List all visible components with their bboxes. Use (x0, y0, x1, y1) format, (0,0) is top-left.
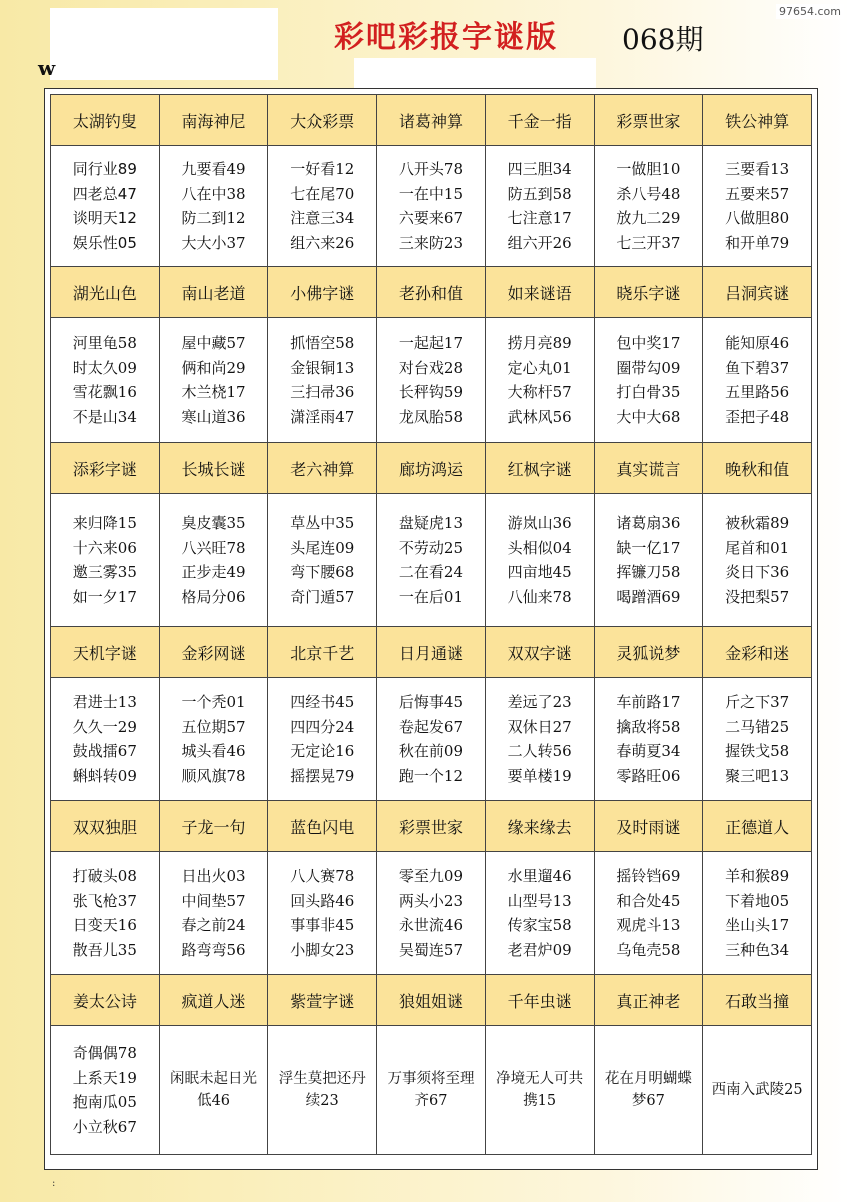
riddle-line: 对台戏28 (398, 358, 463, 377)
riddle-cell (51, 318, 160, 443)
riddle-line: 草丛中35 (290, 514, 355, 532)
riddle-line: 羊和猴89 (725, 867, 790, 885)
column-header: 如来谜语 (485, 267, 594, 318)
riddle-line: 注意三34 (290, 209, 355, 227)
riddle-line: 喝蹭酒69 (616, 587, 681, 606)
riddle-line: 定心丸01 (507, 358, 572, 377)
riddle-cell (51, 1026, 160, 1155)
riddle-cell (159, 494, 268, 627)
column-header: 及时雨谜 (594, 801, 703, 852)
riddle-line: 路弯弯56 (181, 940, 246, 959)
riddle-cell (51, 146, 160, 267)
riddle-cell (594, 1026, 703, 1155)
issue-number: 068期 (622, 23, 704, 56)
riddle-line: 要单楼19 (507, 766, 572, 785)
riddle-line: 净境无人可共携15 (496, 1071, 584, 1109)
table-row (51, 494, 812, 627)
table-row (51, 146, 812, 267)
riddle-line: 两头小23 (398, 891, 463, 910)
column-header: 千金一指 (485, 95, 594, 146)
riddle-line: 七三开37 (616, 233, 681, 252)
riddle-line: 零路旺06 (616, 766, 681, 785)
riddle-line: 二人转56 (507, 742, 572, 760)
riddle-line: 包中奖17 (616, 334, 681, 352)
riddle-line: 车前路17 (616, 693, 681, 711)
riddle-line: 来归降15 (72, 514, 137, 532)
riddle-line: 双休日27 (507, 717, 572, 736)
header-row (51, 627, 812, 678)
riddle-line: 摇铃铛69 (616, 867, 681, 885)
column-header: 千年虫谜 (485, 975, 594, 1026)
table-row (51, 318, 812, 443)
riddle-cell (377, 678, 486, 801)
riddle-cell (51, 494, 160, 627)
riddle-line: 和合处45 (616, 891, 681, 910)
riddle-line: 金银铜13 (290, 358, 355, 377)
riddle-line: 久久一29 (72, 717, 137, 736)
riddle-line: 擒敌将58 (616, 717, 681, 736)
riddle-line: 诸葛扇36 (616, 514, 681, 532)
column-header: 缘来缘去 (485, 801, 594, 852)
riddle-cell (485, 146, 594, 267)
riddle-line: 五要来57 (725, 184, 790, 203)
riddle-line: 挥镰刀58 (616, 563, 681, 581)
riddle-line: 被秋霜89 (725, 514, 790, 532)
riddle-line: 九要看49 (181, 160, 246, 178)
header-row (51, 975, 812, 1026)
column-header: 彩票世家 (377, 801, 486, 852)
riddle-line: 打破头08 (72, 867, 137, 885)
riddle-cell (377, 318, 486, 443)
riddle-line: 浮生莫把还丹续23 (278, 1071, 366, 1109)
riddle-line: 抓悟空58 (290, 334, 355, 352)
riddle-line: 圈带勾09 (616, 358, 681, 377)
riddle-line: 鱼下碧37 (725, 358, 790, 377)
riddle-line: 乌龟壳58 (616, 940, 681, 959)
riddle-cell (159, 146, 268, 267)
riddle-line: 捞月亮89 (507, 334, 572, 352)
column-header: 正德道人 (703, 801, 812, 852)
table-row (51, 678, 812, 801)
column-header: 姜太公诗 (51, 975, 160, 1026)
riddle-line: 闲眠未起日光低46 (170, 1071, 258, 1109)
riddle-line: 一好看12 (290, 160, 355, 178)
column-header: 天机字谜 (51, 627, 160, 678)
riddle-line: 不是山34 (72, 407, 137, 426)
riddle-line: 娱乐性05 (72, 233, 137, 252)
riddle-line: 抱南瓜05 (72, 1093, 137, 1111)
riddle-line: 炎日下36 (725, 563, 790, 581)
riddle-cell (594, 494, 703, 627)
riddle-cell (485, 852, 594, 975)
column-header: 石敢当撞 (703, 975, 812, 1026)
riddle-line: 大大小37 (181, 233, 246, 252)
riddle-line: 散吾儿35 (72, 940, 137, 959)
riddle-cell (377, 1026, 486, 1155)
column-header: 子龙一句 (159, 801, 268, 852)
column-header: 双双字谜 (485, 627, 594, 678)
riddle-cell (159, 318, 268, 443)
site-watermark: 97654.com (776, 4, 844, 19)
riddle-cell (268, 146, 377, 267)
riddle-line: 花在月明蝴蝶梦67 (604, 1071, 692, 1109)
riddle-line: 中间垫57 (181, 891, 246, 910)
column-header: 日月通谜 (377, 627, 486, 678)
riddle-line: 握铁戈58 (725, 742, 790, 760)
riddle-cell (703, 494, 812, 627)
riddle-cell (594, 852, 703, 975)
riddle-line: 五里路56 (725, 383, 790, 401)
riddle-line: 三来防23 (398, 233, 463, 252)
riddle-cell (159, 1026, 268, 1155)
riddle-line: 谈明天12 (72, 209, 137, 227)
column-header: 南山老道 (159, 267, 268, 318)
riddle-line: 八人赛78 (290, 867, 355, 885)
riddle-cell (159, 852, 268, 975)
riddle-cell (268, 1026, 377, 1155)
riddle-line: 盘疑虎13 (398, 514, 463, 532)
header-row (51, 267, 812, 318)
riddle-cell (159, 678, 268, 801)
riddle-cell (268, 318, 377, 443)
riddle-line: 五位期57 (181, 717, 246, 736)
riddle-line: 组六来26 (290, 233, 355, 252)
riddle-line: 四亩地45 (507, 563, 572, 581)
riddle-line: 一起起17 (398, 334, 463, 352)
riddle-line: 吴蜀连57 (398, 940, 463, 959)
column-header: 老孙和值 (377, 267, 486, 318)
riddle-line: 秋在前09 (398, 742, 463, 760)
riddle-line: 小立秋67 (72, 1117, 137, 1136)
riddle-cell (377, 494, 486, 627)
header-blank-left (50, 8, 278, 80)
riddle-line: 小脚女23 (290, 940, 355, 959)
riddle-line: 七在尾70 (290, 184, 355, 203)
riddle-line: 寒山道36 (181, 407, 246, 426)
column-header: 南海神尼 (159, 95, 268, 146)
riddle-line: 山型号13 (507, 891, 572, 910)
riddle-line: 奇门遁57 (290, 587, 355, 606)
riddle-line: 武林风56 (507, 407, 572, 426)
riddle-line: 日变天16 (72, 916, 137, 934)
riddle-line: 回头路46 (290, 891, 355, 910)
riddle-line: 头尾连09 (290, 538, 355, 557)
riddle-line: 上系天19 (72, 1068, 137, 1087)
riddle-line: 斤之下37 (725, 693, 790, 711)
riddle-line: 聚三吧13 (725, 766, 790, 785)
riddle-cell (703, 146, 812, 267)
riddle-line: 西南入武陵25 (711, 1082, 803, 1098)
riddle-line: 城头看46 (181, 742, 246, 760)
riddle-line: 邀三雾35 (72, 563, 137, 581)
riddle-cell (51, 678, 160, 801)
riddle-cell (703, 852, 812, 975)
riddle-cell (703, 318, 812, 443)
column-header: 金彩网谜 (159, 627, 268, 678)
column-header: 真实谎言 (594, 443, 703, 494)
riddle-line: 大中大68 (616, 407, 681, 426)
riddle-line: 弯下腰68 (290, 563, 355, 581)
riddle-line: 下着地05 (725, 891, 790, 910)
riddle-line: 八开头78 (398, 160, 463, 178)
column-header: 诸葛神算 (377, 95, 486, 146)
header-letter: w (38, 56, 56, 80)
riddle-line: 奇偶偶78 (72, 1044, 137, 1062)
riddle-line: 卷起发67 (398, 717, 463, 736)
riddle-cell (485, 678, 594, 801)
riddle-line: 春之前24 (181, 916, 246, 934)
riddle-line: 鼓战擂67 (72, 742, 137, 760)
riddle-line: 长秤钩59 (398, 383, 463, 401)
header-blank-center (354, 58, 596, 88)
riddle-line: 一做胆10 (616, 160, 681, 178)
riddle-line: 臭皮囊35 (181, 514, 246, 532)
riddle-line: 三要看13 (725, 160, 790, 178)
riddle-cell (268, 494, 377, 627)
riddle-cell (594, 146, 703, 267)
riddle-line: 打白骨35 (616, 383, 681, 401)
riddle-line: 缺一亿17 (616, 538, 681, 557)
header-row (51, 801, 812, 852)
riddle-line: 屋中藏57 (181, 334, 246, 352)
riddle-line: 八做胆80 (725, 209, 790, 227)
riddle-line: 二马错25 (725, 717, 790, 736)
riddle-line: 老君炉09 (507, 940, 572, 959)
riddle-line: 无定论16 (290, 742, 355, 760)
riddle-line: 龙凤胎58 (398, 407, 463, 426)
riddle-cell (594, 318, 703, 443)
column-header: 红枫字谜 (485, 443, 594, 494)
column-header: 真正神老 (594, 975, 703, 1026)
riddle-line: 河里龟58 (72, 334, 137, 352)
riddle-line: 一个秃01 (181, 693, 246, 711)
column-header: 小佛字谜 (268, 267, 377, 318)
column-header: 彩票世家 (594, 95, 703, 146)
riddle-cell (485, 318, 594, 443)
table-row (51, 852, 812, 975)
riddle-line: 君进士13 (72, 693, 137, 711)
riddle-line: 木兰桡17 (181, 383, 246, 401)
riddle-line: 组六开26 (507, 233, 572, 252)
column-header: 双双独胆 (51, 801, 160, 852)
table-row (51, 1026, 812, 1155)
riddle-line: 时太久09 (72, 358, 137, 377)
riddle-line: 四四分24 (290, 717, 355, 736)
riddle-line: 三扫帚36 (290, 383, 355, 401)
column-header: 铁公神算 (703, 95, 812, 146)
riddle-line: 跑一个12 (398, 766, 463, 785)
riddle-line: 张飞枪37 (72, 891, 137, 910)
riddle-cell (485, 494, 594, 627)
riddle-line: 歪把子48 (725, 407, 790, 426)
column-header: 太湖钓叟 (51, 95, 160, 146)
riddle-line: 一在中15 (398, 184, 463, 203)
column-header: 添彩字谜 (51, 443, 160, 494)
riddle-line: 四老总47 (72, 184, 137, 203)
riddle-line: 永世流46 (398, 916, 463, 934)
riddle-line: 和开单79 (725, 233, 790, 252)
column-header: 疯道人迷 (159, 975, 268, 1026)
column-header: 吕洞宾谜 (703, 267, 812, 318)
riddle-line: 雪花飘16 (72, 383, 137, 401)
column-header: 晚秋和值 (703, 443, 812, 494)
riddle-line: 游岚山36 (507, 514, 572, 532)
riddle-cell (51, 852, 160, 975)
riddle-line: 潇淫雨47 (290, 407, 355, 426)
riddle-line: 尾首和01 (725, 538, 790, 557)
riddle-line: 放九二29 (616, 209, 681, 227)
riddle-cell (377, 146, 486, 267)
riddle-table (50, 94, 812, 1155)
riddle-line: 如一夕17 (72, 587, 137, 606)
riddle-line: 十六来06 (72, 538, 137, 557)
column-header: 狼姐姐谜 (377, 975, 486, 1026)
column-header: 廊坊鸿运 (377, 443, 486, 494)
riddle-line: 四三胆34 (507, 160, 572, 178)
riddle-line: 观虎斗13 (616, 916, 681, 934)
riddle-line: 俩和尚29 (181, 358, 246, 377)
riddle-line: 格局分06 (181, 587, 246, 606)
riddle-line: 四经书45 (290, 693, 355, 711)
header-row (51, 95, 812, 146)
riddle-line: 一在后01 (398, 587, 463, 606)
column-header: 大众彩票 (268, 95, 377, 146)
riddle-line: 防二到12 (181, 209, 246, 227)
riddle-cell (485, 1026, 594, 1155)
riddle-line: 能知原46 (725, 334, 790, 352)
column-header: 北京千艺 (268, 627, 377, 678)
riddle-line: 事事非45 (290, 916, 355, 934)
riddle-line: 防五到58 (507, 184, 572, 203)
riddle-line: 万事须将至理齐67 (387, 1071, 475, 1109)
riddle-line: 差远了23 (507, 693, 572, 711)
riddle-line: 大称杆57 (507, 383, 572, 401)
column-header: 老六神算 (268, 443, 377, 494)
riddle-line: 水里遛46 (507, 867, 572, 885)
riddle-line: 六要来67 (398, 209, 463, 227)
riddle-line: 三种色34 (725, 940, 790, 959)
column-header: 湖光山色 (51, 267, 160, 318)
riddle-line: 同行业89 (72, 160, 137, 178)
riddle-line: 头相似04 (507, 538, 572, 557)
riddle-cell (377, 852, 486, 975)
column-header: 灵狐说梦 (594, 627, 703, 678)
riddle-line: 不劳动25 (398, 538, 463, 557)
column-header: 长城长谜 (159, 443, 268, 494)
riddle-line: 日出火03 (181, 867, 246, 885)
riddle-line: 后悔事45 (398, 693, 463, 711)
riddle-cell (268, 852, 377, 975)
riddle-cell (703, 678, 812, 801)
column-header: 晓乐字谜 (594, 267, 703, 318)
riddle-line: 杀八号48 (616, 184, 681, 203)
riddle-cell (594, 678, 703, 801)
riddle-line: 没把梨57 (725, 587, 790, 606)
riddle-line: 零至九09 (398, 867, 463, 885)
riddle-line: 摇摆晃79 (290, 766, 355, 785)
riddle-line: 坐山头17 (725, 916, 790, 934)
riddle-cell (703, 1026, 812, 1155)
riddle-cell (268, 678, 377, 801)
riddle-line: 正步走49 (181, 563, 246, 581)
header-row (51, 443, 812, 494)
riddle-line: 传家宝58 (507, 916, 572, 934)
riddle-line: 二在看24 (398, 563, 463, 581)
riddle-line: 七注意17 (507, 209, 572, 227)
riddle-line: 蝌蚪转09 (72, 766, 137, 785)
page-title: 彩吧彩报字谜版 (334, 20, 558, 55)
riddle-line: 八仙来78 (507, 587, 572, 606)
riddle-line: 顺风旗78 (181, 766, 246, 785)
riddle-line: 春萌夏34 (616, 742, 681, 760)
riddle-line: 八兴旺78 (181, 538, 246, 557)
riddle-line: 八在中38 (181, 184, 246, 203)
column-header: 紫萱字谜 (268, 975, 377, 1026)
column-header: 金彩和迷 (703, 627, 812, 678)
column-header: 蓝色闪电 (268, 801, 377, 852)
footer-mark: : (52, 1178, 56, 1189)
